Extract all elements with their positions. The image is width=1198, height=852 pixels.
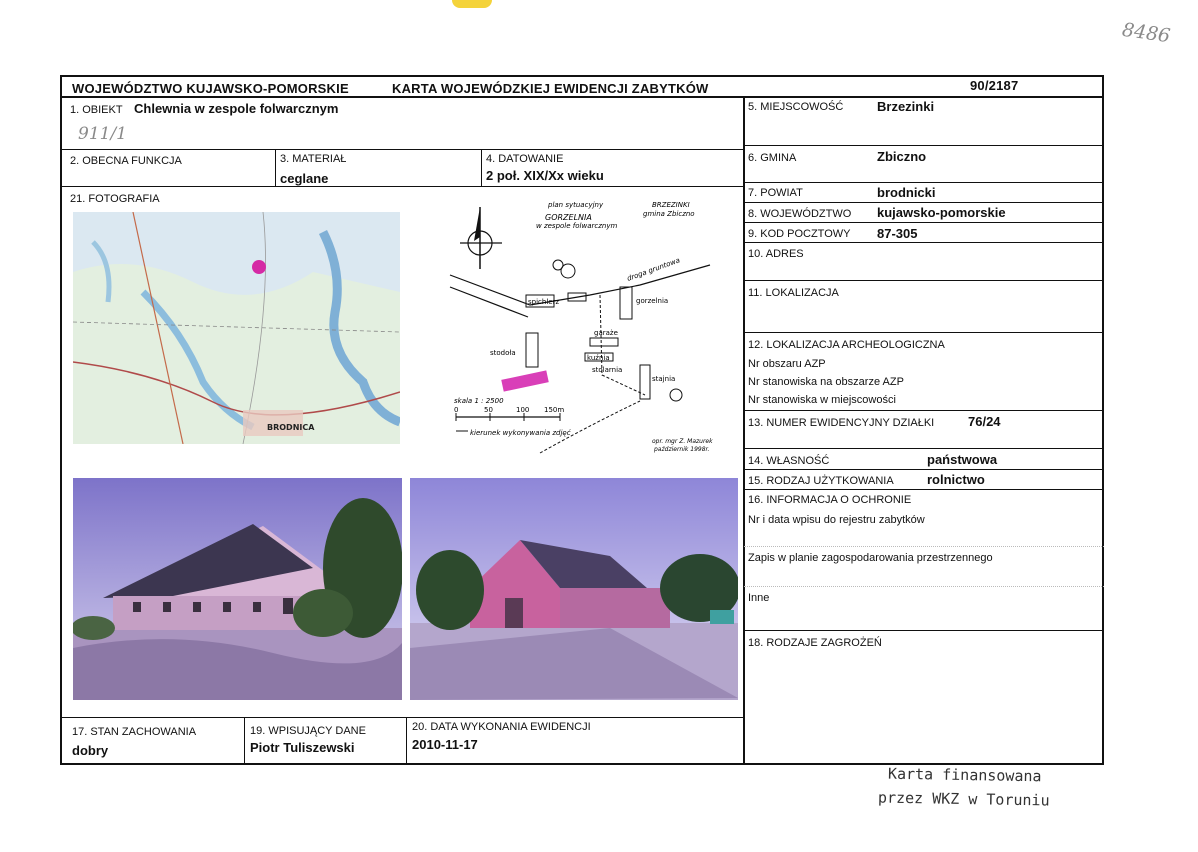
r-line-5 — [744, 242, 1104, 243]
condition-value: dobry — [72, 743, 109, 758]
barn-photo-right — [410, 478, 738, 700]
voivodeship-header: WOJEWÓDZTWO KUJAWSKO-POMORSKIE — [72, 81, 349, 96]
address-label: 10. ADRES — [748, 248, 804, 260]
svg-text:skala 1 : 2500: skala 1 : 2500 — [454, 397, 504, 405]
row2-top-line — [60, 149, 744, 150]
protection-dotted-1 — [744, 546, 1104, 547]
yellow-mark — [452, 0, 492, 8]
card-title: KARTA WOJEWÓDZKIEJ EWIDENCJI ZABYTKÓW — [392, 81, 709, 96]
usage-value: rolnictwo — [927, 472, 985, 487]
threats-label: 18. RODZAJE ZAGROŻEŃ — [748, 637, 882, 649]
svg-text:spichlerz: spichlerz — [528, 298, 560, 306]
postal-value: 87-305 — [877, 226, 918, 241]
county-label: 7. POWIAT — [748, 187, 803, 199]
header-divider — [60, 96, 1104, 98]
r-line-6 — [744, 280, 1104, 281]
protection-label: 16. INFORMACJA O OCHRONIE — [748, 494, 912, 506]
svg-text:kierunek wykonywania zdjęć: kierunek wykonywania zdjęć — [470, 429, 571, 437]
date-value: 2010-11-17 — [412, 737, 478, 752]
svg-text:droga gruntowa: droga gruntowa — [625, 256, 682, 283]
site-plan — [440, 195, 740, 457]
author-value: Piotr Tuliszewski — [250, 740, 355, 755]
dating-value: 2 poł. XIX/Xx wieku — [486, 168, 604, 183]
object-value: Chlewnia w zespole folwarcznym — [134, 101, 339, 116]
map-city-label: BRODNICA — [267, 423, 315, 432]
object-label: 1. OBIEKT — [70, 104, 123, 116]
protection-register: Nr i data wpisu do rejestru zabytków — [748, 514, 925, 526]
function-label: 2. OBECNA FUNKCJA — [70, 155, 182, 167]
localization-label: 11. LOKALIZACJA — [748, 287, 839, 299]
province-value: kujawsko-pomorskie — [877, 205, 1006, 220]
parcel-value: 76/24 — [968, 414, 1001, 429]
r-line-4 — [744, 222, 1104, 223]
commune-label: 6. GMINA — [748, 152, 797, 164]
protection-dotted-2 — [744, 586, 1104, 587]
svg-text:stolarnia: stolarnia — [592, 366, 623, 374]
svg-text:garaże: garaże — [594, 329, 618, 337]
svg-text:GORZELNIA: GORZELNIA — [545, 213, 592, 222]
r-line-3 — [744, 202, 1104, 203]
parcel-label: 13. NUMER EWIDENCYJNY DZIAŁKI — [748, 417, 935, 429]
material-value: ceglane — [280, 171, 329, 186]
column-divider — [743, 96, 745, 765]
province-label: 8. WOJEWÓDZTWO — [748, 208, 852, 220]
svg-text:gorzelnia: gorzelnia — [636, 297, 669, 305]
archaeo-label: 12. LOKALIZACJA ARCHEOLOGICZNA — [748, 339, 945, 351]
condition-label: 17. STAN ZACHOWANIA — [72, 726, 197, 738]
svg-text:100: 100 — [516, 406, 530, 414]
north-arrow-icon — [460, 207, 502, 269]
protection-plan: Zapis w planie zagospodarowania przestrzennego — [748, 552, 993, 564]
r-line-2 — [744, 182, 1104, 183]
location-map — [73, 212, 400, 444]
archaeo-site-town: Nr stanowiska w miejscowości — [748, 394, 896, 406]
r-line-10 — [744, 469, 1104, 470]
row2-div-a — [275, 149, 276, 186]
r-line-7 — [744, 332, 1104, 333]
r-line-12 — [744, 630, 1104, 631]
county-value: brodnicki — [877, 185, 936, 200]
protection-other: Inne — [748, 592, 770, 604]
svg-text:150m: 150m — [544, 406, 565, 414]
svg-text:0: 0 — [454, 406, 459, 414]
svg-text:stodoła: stodoła — [490, 349, 516, 357]
usage-label: 15. RODZAJ UŻYTKOWANIA — [748, 475, 894, 487]
photo-bottom-line — [60, 717, 744, 718]
author-label: 19. WPISUJĄCY DANE — [250, 725, 366, 737]
highlighted-building — [501, 370, 548, 391]
material-label: 3. MATERIAŁ — [280, 153, 347, 165]
svg-text:opr. mgr Z. Mazurek: opr. mgr Z. Mazurek — [652, 438, 713, 445]
archaeo-site-azp: Nr stanowiska na obszarze AZP — [748, 376, 904, 388]
barn-photo-left — [73, 478, 402, 700]
postal-label: 9. KOD POCZTOWY — [748, 228, 851, 240]
card-number: 90/2187 — [970, 78, 1019, 93]
dating-label: 4. DATOWANIE — [486, 153, 564, 165]
svg-text:plan sytuacyjny: plan sytuacyjny — [548, 201, 604, 209]
svg-text:gmina Zbiczno: gmina Zbiczno — [643, 210, 695, 218]
svg-text:BRZEZINKI: BRZEZINKI — [652, 201, 690, 209]
commune-value: Zbiczno — [877, 149, 927, 164]
row2-bottom-line — [60, 186, 744, 187]
r-line-11 — [744, 489, 1104, 490]
svg-text:w zespole folwarcznym: w zespole folwarcznym — [536, 222, 618, 230]
r-line-8 — [744, 410, 1104, 411]
svg-text:50: 50 — [484, 406, 493, 414]
corner-note: 8486 — [1120, 18, 1172, 48]
handwritten-number: 911/1 — [78, 124, 127, 144]
date-label: 20. DATA WYKONANIA EWIDENCJI — [412, 721, 591, 733]
r-line-1 — [744, 145, 1104, 146]
financing-stamp-line2: przez WKZ w Toruniu — [877, 788, 1050, 810]
town-value: Brzezinki — [877, 99, 935, 114]
svg-text:kuźnia: kuźnia — [587, 354, 610, 362]
photo-label: 21. FOTOGRAFIA — [70, 193, 160, 205]
ownership-value: państwowa — [927, 452, 998, 467]
ownership-label: 14. WŁASNOŚĆ — [748, 455, 830, 467]
bottom-div-b — [406, 717, 407, 765]
row2-div-b — [481, 149, 482, 186]
town-label: 5. MIEJSCOWOŚĆ — [748, 101, 844, 113]
financing-stamp-line1: Karta finansowana — [887, 764, 1042, 786]
archaeo-azp: Nr obszaru AZP — [748, 358, 826, 370]
r-line-9 — [744, 448, 1104, 449]
svg-text:stajnia: stajnia — [652, 375, 676, 383]
bottom-div-a — [244, 717, 245, 765]
svg-text:październik 1998r.: październik 1998r. — [654, 446, 710, 453]
